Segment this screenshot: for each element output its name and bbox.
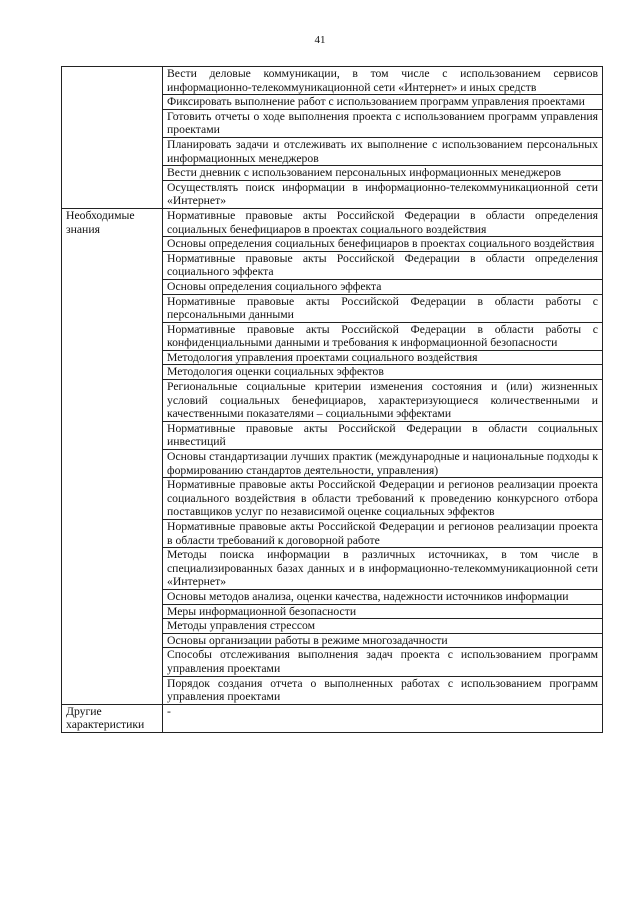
table-cell: Региональные социальные критерии изменения состояния и (или) жизненных условий социальных бенефициаров, характеризующиеся количественными и качественными показателями – социальными эффектами xyxy=(163,380,603,422)
table-cell: Вести дневник с использованием персональных информационных менеджеров xyxy=(163,166,603,181)
other-characteristics-section-label: Другие характеристики xyxy=(62,704,163,732)
table-cell: Нормативные правовые акты Российской Федерации в области работы с конфиденциальными данными и требования к информационной безопасности xyxy=(163,322,603,350)
table-cell: Вести деловые коммуникации, в том числе с использованием сервисов информационно-телекоммуникационной сети «Интернет» и иных средств xyxy=(163,67,603,95)
table-cell: Нормативные правовые акты Российской Федерации в области работы с персональными данными xyxy=(163,294,603,322)
table-cell: Нормативные правовые акты Российской Федерации в области определения социальных бенефициаров в проектах социального воздействия xyxy=(163,208,603,236)
skills-section-label xyxy=(62,67,163,209)
knowledge-section-label: Необходимые знания xyxy=(62,208,163,704)
table-cell: Осуществлять поиск информации в информационно-телекоммуникационной сети «Интернет» xyxy=(163,180,603,208)
table-cell: Нормативные правовые акты Российской Федерации в области определения социального эффекта xyxy=(163,251,603,279)
table-cell: Методы поиска информации в различных источниках, в том числе в специализированных базах данных и в информационно-телекоммуникационной сети «Интернет» xyxy=(163,548,603,590)
table-cell: Планировать задачи и отслеживать их выполнение с использованием персональных информационных менеджеров xyxy=(163,137,603,165)
table-cell: Готовить отчеты о ходе выполнения проекта с использованием программ управления проектами xyxy=(163,109,603,137)
table-cell: Основы определения социальных бенефициаров в проектах социального воздействия xyxy=(163,237,603,252)
table-cell: Нормативные правовые акты Российской Федерации в области социальных инвестиций xyxy=(163,421,603,449)
requirements-table xyxy=(61,66,603,733)
table-cell: Способы отслеживания выполнения задач проекта с использованием программ управления проектами xyxy=(163,648,603,676)
table-cell: Основы стандартизации лучших практик (международные и национальные подходы к формированию стандартов деятельности, управления) xyxy=(163,450,603,478)
table-cell: Нормативные правовые акты Российской Федерации и регионов реализации проекта социального воздействия в области требований к проведению конкурсного отбора поставщиков услуг по независимой оценке социальных эффектов xyxy=(163,478,603,520)
table-row xyxy=(62,208,603,236)
table-cell: Методология управления проектами социального воздействия xyxy=(163,350,603,365)
table-cell: - xyxy=(163,704,603,732)
table-cell: Методы управления стрессом xyxy=(163,619,603,634)
table-row xyxy=(62,67,603,95)
table-row xyxy=(62,704,603,732)
table-cell: Основы методов анализа, оценки качества, надежности источников информации xyxy=(163,589,603,604)
table-cell: Меры информационной безопасности xyxy=(163,604,603,619)
table-cell: Основы определения социального эффекта xyxy=(163,279,603,294)
table-cell: Основы организации работы в режиме многозадачности xyxy=(163,633,603,648)
table-cell: Методология оценки социальных эффектов xyxy=(163,365,603,380)
table-cell: Нормативные правовые акты Российской Федерации и регионов реализации проекта в области требований к договорной работе xyxy=(163,520,603,548)
table-cell: Фиксировать выполнение работ с использованием программ управления проектами xyxy=(163,95,603,110)
page-number: 41 xyxy=(314,34,326,46)
table-cell: Порядок создания отчета о выполненных работах с использованием программ управления проектами xyxy=(163,676,603,704)
